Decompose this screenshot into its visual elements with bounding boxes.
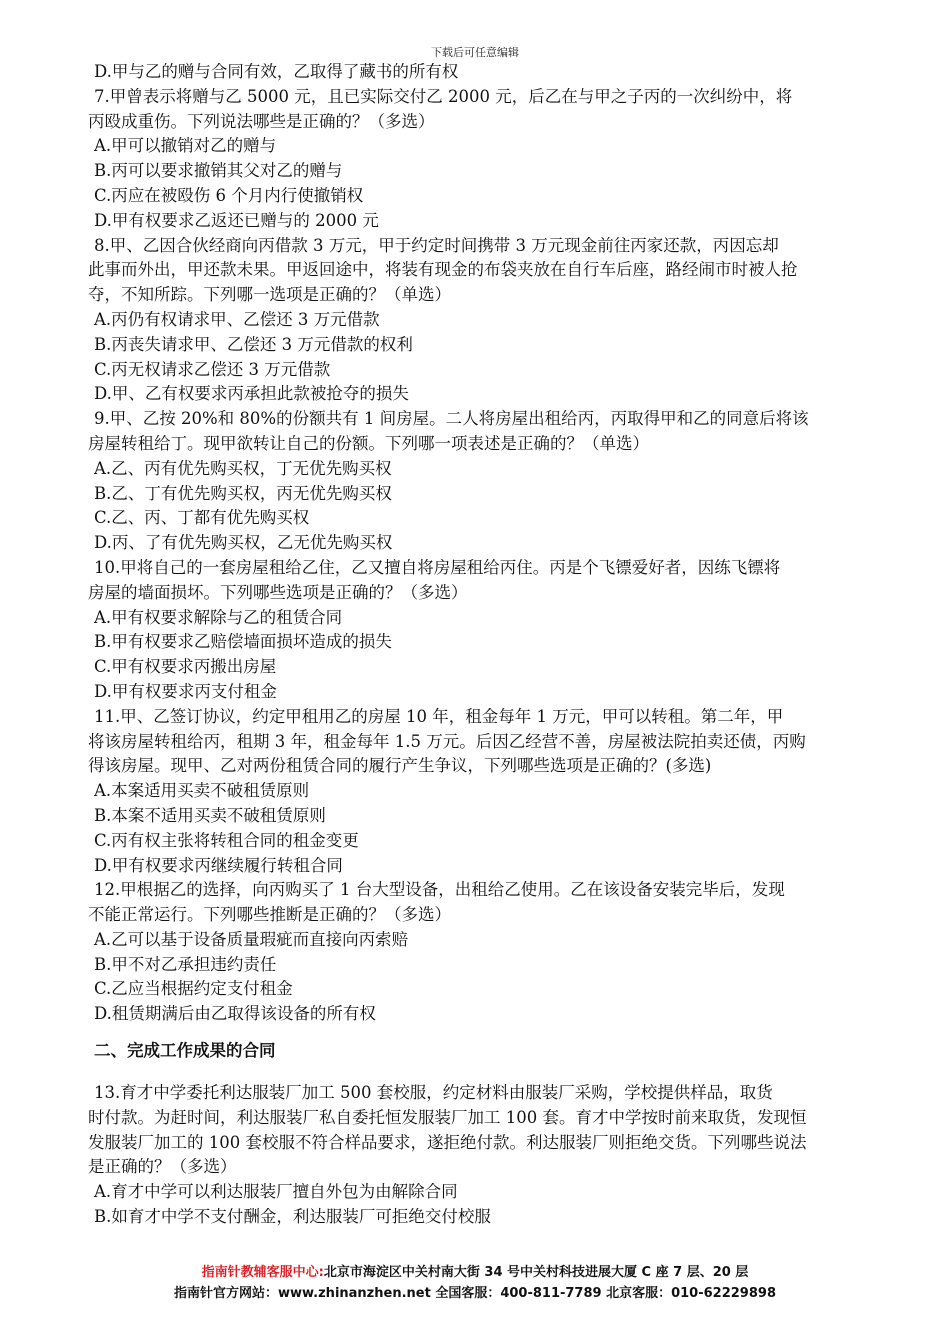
option-line: C.丙无权请求乙偿还 3 万元借款 xyxy=(94,359,331,379)
option-line: C.甲有权要求丙搬出房屋 xyxy=(94,657,277,677)
question-stem-line: 9.甲、乙按 20%和 80%的份额共有 1 间房屋。二人将房屋出租给丙，丙取得甲和乙的同意后将该 xyxy=(94,409,809,429)
option-line: B.如育才中学不支付酬金，利达服装厂可拒绝交付校服 xyxy=(94,1207,491,1227)
question-9 xyxy=(88,407,896,457)
option-line: C.丙应在被殴伤 6 个月内行使撤销权 xyxy=(94,185,364,205)
question-stem-line: 此事而外出，甲还款未果。甲返回途中，将装有现金的布袋夹放在自行车后座，路经闹市时被人抢 xyxy=(88,260,798,280)
option-line: D.租赁期满后由乙取得该设备的所有权 xyxy=(94,1004,376,1024)
question-stem-line: 8.甲、乙因合伙经商向丙借款 3 万元，甲于约定时间携带 3 万元现金前往丙家还款，丙因忘却 xyxy=(94,235,779,255)
footer-address: 北京市海淀区中关村南大街 34 号中关村科技进展大厦 C 座 7 层、20 层 xyxy=(323,1265,749,1280)
option-line: A.乙可以基于设备质量瑕疵而直接向丙索赔 xyxy=(94,929,409,949)
question-11 xyxy=(88,705,896,779)
question-stem-line: 丙殴成重伤。下列说法哪些是正确的？（多选） xyxy=(88,111,435,131)
option-line: D.甲有权要求丙继续履行转租合同 xyxy=(94,855,343,875)
question-stem-line: 是正确的？（多选） xyxy=(88,1157,237,1177)
option-line: A.丙仍有权请求甲、乙偿还 3 万元借款 xyxy=(94,309,380,329)
question-stem-line: 时付款。为赶时间，利达服装厂私自委托恒发服装厂加工 100 套。育才中学按时前来取货，发现恒 xyxy=(88,1107,807,1127)
option-line: D.甲有权要求乙返还已赠与的 2000 元 xyxy=(94,210,379,230)
section-heading: 二、完成工作成果的合同 xyxy=(94,1041,276,1061)
question-10 xyxy=(88,556,896,606)
page-content xyxy=(88,60,896,1230)
option-line: B.甲不对乙承担违约责任 xyxy=(94,954,277,974)
option-line: A.甲有权要求解除与乙的租赁合同 xyxy=(94,607,343,627)
option-line: D.甲与乙的赠与合同有效，乙取得了藏书的所有权 xyxy=(94,62,459,81)
option-line: A.乙、丙有优先购买权，丁无优先购买权 xyxy=(94,458,392,478)
option-line: C.丙有权主张将转租合同的租金变更 xyxy=(94,830,359,850)
question-13 xyxy=(88,1081,896,1180)
question-stem-line: 夺，不知所踪。下列哪一选项是正确的？（单选） xyxy=(88,285,451,305)
option-line: B.本案不适用买卖不破租赁原则 xyxy=(94,805,326,825)
footer-website-phones: 指南针官方网站：www.zhinanzhen.net 全国客服：400-811-7789 北京客服：010-62229898 xyxy=(173,1286,776,1301)
option-line: A.甲可以撤销对乙的赠与 xyxy=(94,136,277,156)
option-line: B.乙、丁有优先购买权，丙无优先购买权 xyxy=(94,483,392,503)
footer-label: 指南针教辅客服中心: xyxy=(201,1265,324,1280)
question-stem-line: 得该房屋。现甲、乙对两份租赁合同的履行产生争议，下列哪些选项是正确的？(多选) xyxy=(88,756,712,776)
question-8 xyxy=(88,234,896,308)
option-line: D.甲有权要求丙支付租金 xyxy=(94,681,277,701)
question-stem-line: 11.甲、乙签订协议，约定甲租用乙的房屋 10 年，租金每年 1 万元，甲可以转租。第二年，甲 xyxy=(94,706,784,726)
option-line: D.丙、了有优先购买权，乙无优先购买权 xyxy=(94,533,393,553)
question-stem-line: 12.甲根据乙的选择，向丙购买了 1 台大型设备，出租给乙使用。乙在该设备安装完毕后，发现 xyxy=(94,880,785,900)
question-stem-line: 不能正常运行。下列哪些推断是正确的？（多选） xyxy=(88,905,451,925)
question-stem-line: 发服装厂加工的 100 套校服不符合样品要求，遂拒绝付款。利达服装厂则拒绝交货。下列哪些说法 xyxy=(88,1132,807,1152)
question-stem-line: 13.育才中学委托利达服装厂加工 500 套校服，约定材料由服装厂采购，学校提供样品，取货 xyxy=(94,1083,773,1103)
option-line: B.甲有权要求乙赔偿墙面损坏造成的损失 xyxy=(94,632,392,652)
option-line: D.甲、乙有权要求丙承担此款被抢夺的损失 xyxy=(94,384,409,404)
question-stem-line: 10.甲将自己的一套房屋租给乙住，乙又擅自将房屋租给丙住。丙是个飞镖爱好者，因练飞镖将 xyxy=(94,557,781,577)
question-stem-line: 将该房屋转租给丙，租期 3 年，租金每年 1.5 万元。后因乙经营不善，房屋被法院拍卖还债，丙购 xyxy=(88,731,806,751)
page-header-note: 下载后可任意编辑 xyxy=(431,46,519,59)
footer-contact-center xyxy=(0,1261,950,1280)
option-line: A.本案适用买卖不破租赁原则 xyxy=(94,781,310,801)
question-12 xyxy=(88,878,896,928)
option-line: B.丙可以要求撤销其父对乙的赠与 xyxy=(94,161,343,181)
question-stem-line: 房屋的墙面损坏。下列哪些选项是正确的？（多选） xyxy=(88,582,468,602)
question-7 xyxy=(88,85,896,135)
option-line: B.丙丧失请求甲、乙偿还 3 万元借款的权利 xyxy=(94,334,413,354)
option-line: A.育才中学可以利达服装厂擅自外包为由解除合同 xyxy=(94,1182,458,1202)
question-stem-line: 7.甲曾表示将赠与乙 5000 元，且已实际交付乙 2000 元，后乙在与甲之子丙的一次纠纷中，将 xyxy=(94,86,793,106)
option-line: C.乙应当根据约定支付租金 xyxy=(94,979,293,999)
option-line: C.乙、丙、丁都有优先购买权 xyxy=(94,508,310,528)
question-stem-line: 房屋转租给丁。现甲欲转让自己的份额。下列哪一项表述是正确的？（单选） xyxy=(88,433,649,453)
